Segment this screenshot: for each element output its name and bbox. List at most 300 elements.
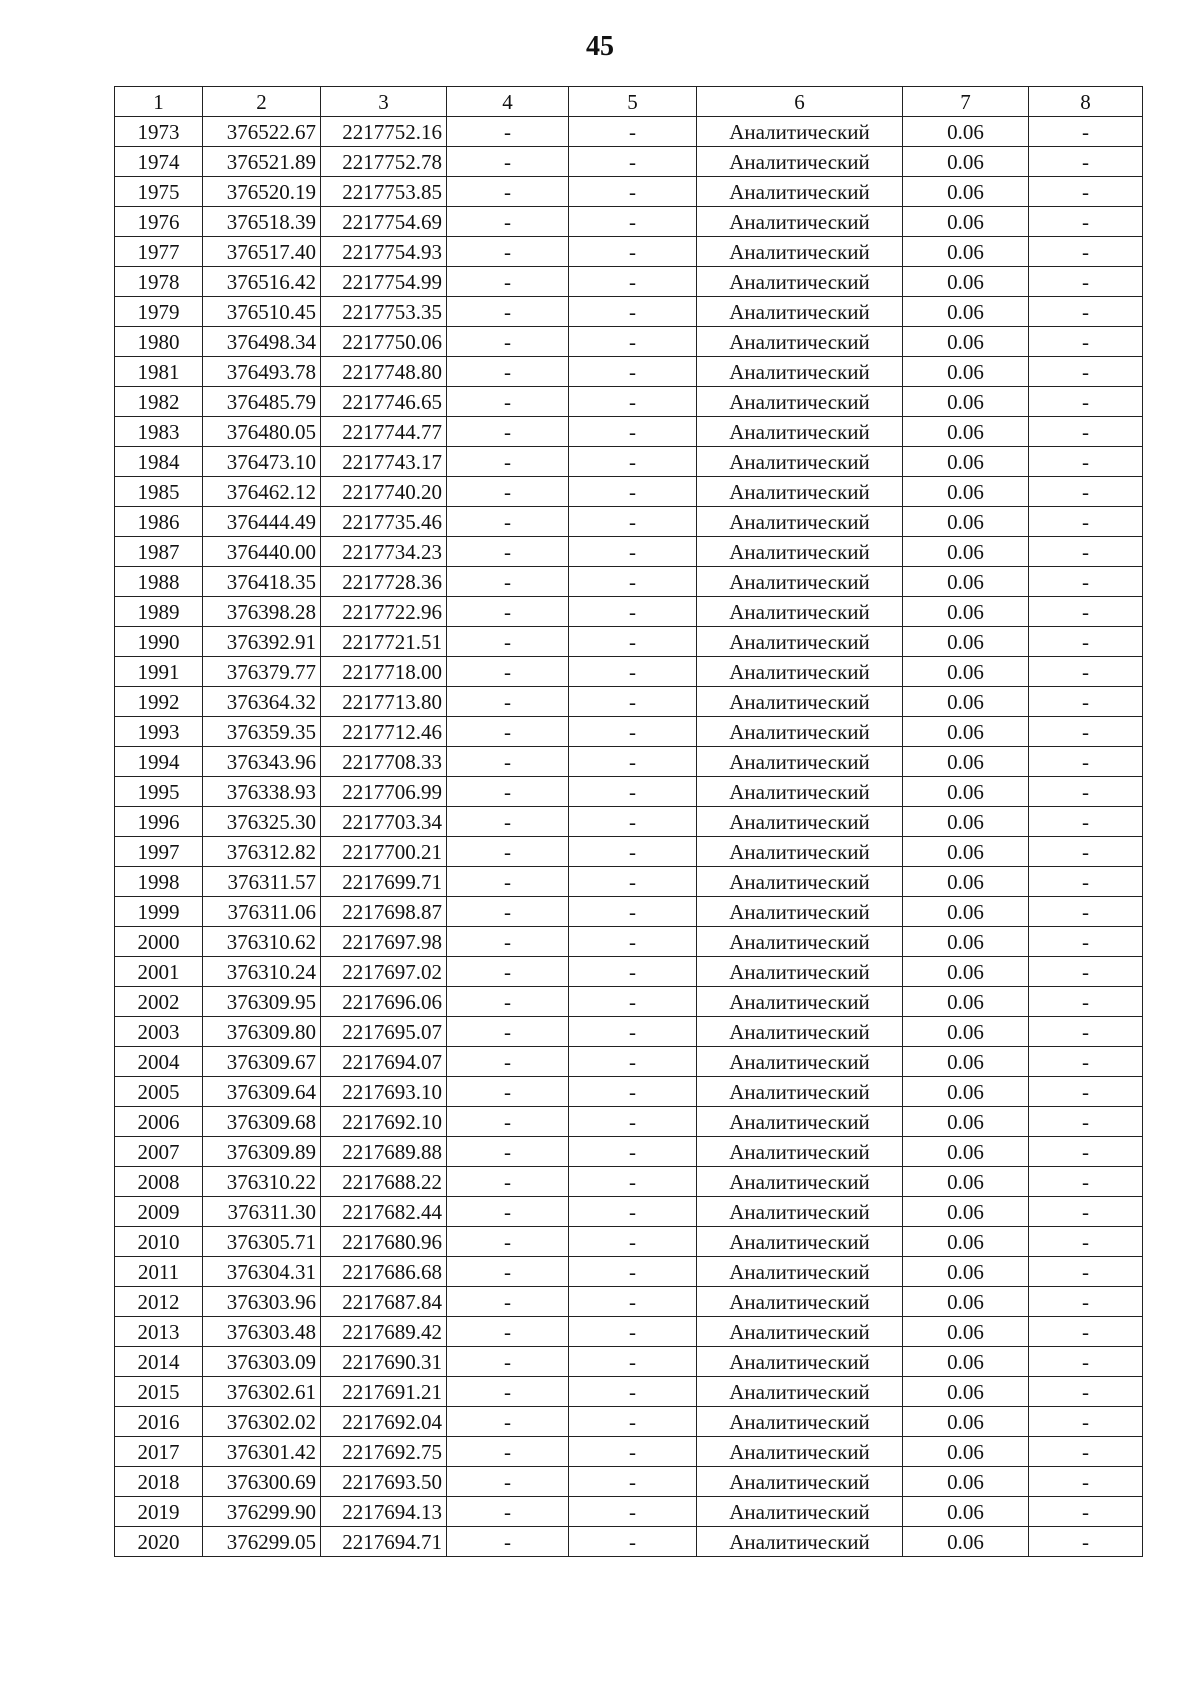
cell-col-8: - [1029,1107,1143,1137]
cell-method: Аналитический [697,357,903,387]
table-row [115,897,1143,927]
cell-col-5: - [569,1017,697,1047]
cell-y-coordinate: 2217706.99 [321,777,447,807]
cell-method: Аналитический [697,897,903,927]
cell-col-4: - [447,1227,569,1257]
table-row [115,1137,1143,1167]
table-row [115,597,1143,627]
cell-x-coordinate: 376379.77 [203,657,321,687]
cell-col-5: - [569,597,697,627]
cell-accuracy: 0.06 [903,567,1029,597]
cell-col-5: - [569,417,697,447]
cell-point-number: 1989 [115,597,203,627]
cell-method: Аналитический [697,1167,903,1197]
table-row [115,327,1143,357]
cell-col-8: - [1029,507,1143,537]
cell-col-5: - [569,1497,697,1527]
cell-col-8: - [1029,837,1143,867]
cell-x-coordinate: 376444.49 [203,507,321,537]
cell-method: Аналитический [697,117,903,147]
cell-y-coordinate: 2217692.10 [321,1107,447,1137]
cell-method: Аналитический [697,627,903,657]
cell-y-coordinate: 2217712.46 [321,717,447,747]
cell-col-8: - [1029,1137,1143,1167]
cell-accuracy: 0.06 [903,597,1029,627]
table-row [115,1227,1143,1257]
cell-col-4: - [447,1497,569,1527]
cell-col-5: - [569,657,697,687]
table-row [115,1197,1143,1227]
cell-col-4: - [447,1197,569,1227]
cell-col-8: - [1029,747,1143,777]
cell-accuracy: 0.06 [903,1167,1029,1197]
table-row [115,1527,1143,1557]
cell-method: Аналитический [697,267,903,297]
table-row [115,987,1143,1017]
cell-y-coordinate: 2217735.46 [321,507,447,537]
cell-col-4: - [447,1407,569,1437]
cell-y-coordinate: 2217682.44 [321,1197,447,1227]
cell-col-5: - [569,1257,697,1287]
cell-method: Аналитический [697,1317,903,1347]
cell-y-coordinate: 2217722.96 [321,597,447,627]
cell-accuracy: 0.06 [903,477,1029,507]
cell-accuracy: 0.06 [903,507,1029,537]
cell-col-4: - [447,807,569,837]
cell-method: Аналитический [697,387,903,417]
cell-col-5: - [569,1167,697,1197]
table-row [115,1287,1143,1317]
table-row [115,657,1143,687]
cell-col-8: - [1029,1287,1143,1317]
cell-y-coordinate: 2217693.10 [321,1077,447,1107]
cell-point-number: 1977 [115,237,203,267]
table-row [115,117,1143,147]
cell-col-4: - [447,1107,569,1137]
table-row [115,957,1143,987]
column-header-6: 6 [697,87,903,117]
cell-col-5: - [569,507,697,537]
cell-x-coordinate: 376310.24 [203,957,321,987]
cell-accuracy: 0.06 [903,957,1029,987]
cell-y-coordinate: 2217686.68 [321,1257,447,1287]
cell-col-4: - [447,1137,569,1167]
cell-col-8: - [1029,387,1143,417]
cell-y-coordinate: 2217754.69 [321,207,447,237]
table-row [115,537,1143,567]
cell-method: Аналитический [697,1497,903,1527]
cell-col-8: - [1029,807,1143,837]
cell-point-number: 1986 [115,507,203,537]
cell-method: Аналитический [697,417,903,447]
cell-col-5: - [569,537,697,567]
cell-method: Аналитический [697,1017,903,1047]
cell-point-number: 2017 [115,1437,203,1467]
cell-accuracy: 0.06 [903,237,1029,267]
cell-col-4: - [447,747,569,777]
cell-col-5: - [569,1527,697,1557]
cell-col-4: - [447,147,569,177]
cell-y-coordinate: 2217699.71 [321,867,447,897]
cell-x-coordinate: 376516.42 [203,267,321,297]
cell-point-number: 1982 [115,387,203,417]
cell-method: Аналитический [697,447,903,477]
cell-col-4: - [447,177,569,207]
cell-point-number: 1987 [115,537,203,567]
table-row [115,507,1143,537]
cell-col-4: - [447,1077,569,1107]
cell-col-5: - [569,567,697,597]
cell-x-coordinate: 376309.89 [203,1137,321,1167]
cell-col-5: - [569,297,697,327]
cell-point-number: 1975 [115,177,203,207]
cell-y-coordinate: 2217698.87 [321,897,447,927]
cell-col-5: - [569,117,697,147]
cell-x-coordinate: 376359.35 [203,717,321,747]
table-header-row [115,87,1143,117]
cell-y-coordinate: 2217689.42 [321,1317,447,1347]
cell-col-5: - [569,147,697,177]
cell-x-coordinate: 376510.45 [203,297,321,327]
cell-point-number: 2018 [115,1467,203,1497]
cell-col-5: - [569,267,697,297]
cell-col-8: - [1029,207,1143,237]
cell-accuracy: 0.06 [903,777,1029,807]
cell-accuracy: 0.06 [903,177,1029,207]
cell-y-coordinate: 2217689.88 [321,1137,447,1167]
cell-y-coordinate: 2217687.84 [321,1287,447,1317]
cell-point-number: 2012 [115,1287,203,1317]
cell-col-8: - [1029,357,1143,387]
cell-y-coordinate: 2217754.93 [321,237,447,267]
cell-col-5: - [569,1467,697,1497]
cell-method: Аналитический [697,1467,903,1497]
cell-col-4: - [447,1017,569,1047]
cell-accuracy: 0.06 [903,987,1029,1017]
cell-col-8: - [1029,1377,1143,1407]
cell-x-coordinate: 376311.06 [203,897,321,927]
cell-col-4: - [447,447,569,477]
table-row [115,1257,1143,1287]
cell-method: Аналитический [697,837,903,867]
column-header-8: 8 [1029,87,1143,117]
cell-x-coordinate: 376311.30 [203,1197,321,1227]
cell-y-coordinate: 2217703.34 [321,807,447,837]
cell-y-coordinate: 2217752.78 [321,147,447,177]
cell-y-coordinate: 2217700.21 [321,837,447,867]
cell-col-4: - [447,1047,569,1077]
cell-col-5: - [569,717,697,747]
table-row [115,1047,1143,1077]
table-row [115,417,1143,447]
cell-x-coordinate: 376473.10 [203,447,321,477]
cell-point-number: 2007 [115,1137,203,1167]
cell-accuracy: 0.06 [903,1287,1029,1317]
cell-method: Аналитический [697,597,903,627]
cell-col-8: - [1029,1047,1143,1077]
table-body [115,117,1143,1557]
cell-col-4: - [447,477,569,507]
table-row [115,147,1143,177]
cell-accuracy: 0.06 [903,207,1029,237]
cell-accuracy: 0.06 [903,1407,1029,1437]
table-row [115,1317,1143,1347]
cell-col-8: - [1029,1197,1143,1227]
cell-accuracy: 0.06 [903,1017,1029,1047]
cell-x-coordinate: 376299.90 [203,1497,321,1527]
cell-accuracy: 0.06 [903,1347,1029,1377]
cell-col-8: - [1029,417,1143,447]
cell-x-coordinate: 376480.05 [203,417,321,447]
cell-y-coordinate: 2217692.04 [321,1407,447,1437]
cell-y-coordinate: 2217697.98 [321,927,447,957]
cell-y-coordinate: 2217728.36 [321,567,447,597]
cell-y-coordinate: 2217693.50 [321,1467,447,1497]
cell-accuracy: 0.06 [903,357,1029,387]
cell-x-coordinate: 376518.39 [203,207,321,237]
cell-col-5: - [569,897,697,927]
cell-point-number: 2003 [115,1017,203,1047]
cell-point-number: 1990 [115,627,203,657]
table-row [115,177,1143,207]
cell-accuracy: 0.06 [903,1467,1029,1497]
cell-method: Аналитический [697,477,903,507]
cell-method: Аналитический [697,1287,903,1317]
cell-col-8: - [1029,1227,1143,1257]
cell-x-coordinate: 376304.31 [203,1257,321,1287]
table-row [115,447,1143,477]
cell-x-coordinate: 376462.12 [203,477,321,507]
cell-col-8: - [1029,267,1143,297]
cell-x-coordinate: 376303.48 [203,1317,321,1347]
cell-y-coordinate: 2217753.85 [321,177,447,207]
cell-x-coordinate: 376305.71 [203,1227,321,1257]
cell-x-coordinate: 376309.67 [203,1047,321,1077]
cell-y-coordinate: 2217721.51 [321,627,447,657]
cell-col-5: - [569,1077,697,1107]
cell-method: Аналитический [697,657,903,687]
table-row [115,1167,1143,1197]
cell-method: Аналитический [697,1197,903,1227]
cell-col-5: - [569,1137,697,1167]
cell-method: Аналитический [697,1437,903,1467]
cell-col-8: - [1029,567,1143,597]
cell-x-coordinate: 376302.61 [203,1377,321,1407]
cell-point-number: 1992 [115,687,203,717]
cell-method: Аналитический [697,567,903,597]
cell-x-coordinate: 376303.96 [203,1287,321,1317]
cell-col-5: - [569,927,697,957]
cell-col-8: - [1029,657,1143,687]
cell-x-coordinate: 376310.62 [203,927,321,957]
cell-y-coordinate: 2217713.80 [321,687,447,717]
cell-col-8: - [1029,1467,1143,1497]
cell-method: Аналитический [697,1257,903,1287]
cell-accuracy: 0.06 [903,297,1029,327]
cell-col-5: - [569,357,697,387]
cell-col-8: - [1029,117,1143,147]
table-row [115,357,1143,387]
table-row [115,207,1143,237]
cell-col-5: - [569,387,697,417]
cell-col-8: - [1029,867,1143,897]
cell-col-4: - [447,597,569,627]
cell-col-8: - [1029,1317,1143,1347]
cell-x-coordinate: 376301.42 [203,1437,321,1467]
cell-y-coordinate: 2217746.65 [321,387,447,417]
cell-col-8: - [1029,1077,1143,1107]
cell-method: Аналитический [697,717,903,747]
cell-point-number: 2014 [115,1347,203,1377]
cell-y-coordinate: 2217708.33 [321,747,447,777]
cell-col-8: - [1029,1017,1143,1047]
table-row [115,1107,1143,1137]
cell-col-8: - [1029,777,1143,807]
cell-col-5: - [569,1347,697,1377]
cell-x-coordinate: 376343.96 [203,747,321,777]
cell-point-number: 2008 [115,1167,203,1197]
cell-method: Аналитический [697,987,903,1017]
cell-accuracy: 0.06 [903,867,1029,897]
cell-x-coordinate: 376485.79 [203,387,321,417]
cell-point-number: 1980 [115,327,203,357]
cell-y-coordinate: 2217697.02 [321,957,447,987]
cell-col-8: - [1029,957,1143,987]
cell-col-8: - [1029,327,1143,357]
cell-y-coordinate: 2217695.07 [321,1017,447,1047]
cell-x-coordinate: 376303.09 [203,1347,321,1377]
cell-col-8: - [1029,1527,1143,1557]
cell-accuracy: 0.06 [903,387,1029,417]
cell-col-4: - [447,717,569,747]
cell-method: Аналитический [697,807,903,837]
table-row [115,747,1143,777]
cell-col-8: - [1029,987,1143,1017]
table-row [115,1077,1143,1107]
cell-accuracy: 0.06 [903,927,1029,957]
cell-col-4: - [447,1527,569,1557]
cell-method: Аналитический [697,327,903,357]
cell-x-coordinate: 376338.93 [203,777,321,807]
cell-x-coordinate: 376310.22 [203,1167,321,1197]
table-row [115,237,1143,267]
table-row [115,1347,1143,1377]
cell-accuracy: 0.06 [903,1197,1029,1227]
cell-col-5: - [569,747,697,777]
cell-col-8: - [1029,1347,1143,1377]
cell-point-number: 1983 [115,417,203,447]
cell-x-coordinate: 376520.19 [203,177,321,207]
table-row [115,1497,1143,1527]
cell-accuracy: 0.06 [903,537,1029,567]
cell-col-4: - [447,1377,569,1407]
cell-method: Аналитический [697,237,903,267]
cell-col-4: - [447,1257,569,1287]
cell-point-number: 1974 [115,147,203,177]
cell-y-coordinate: 2217744.77 [321,417,447,447]
cell-method: Аналитический [697,1107,903,1137]
cell-point-number: 1984 [115,447,203,477]
table-row [115,687,1143,717]
cell-method: Аналитический [697,957,903,987]
cell-col-8: - [1029,477,1143,507]
cell-point-number: 1999 [115,897,203,927]
cell-col-5: - [569,627,697,657]
cell-x-coordinate: 376392.91 [203,627,321,657]
cell-point-number: 2004 [115,1047,203,1077]
cell-accuracy: 0.06 [903,807,1029,837]
cell-accuracy: 0.06 [903,837,1029,867]
cell-point-number: 2001 [115,957,203,987]
cell-col-5: - [569,477,697,507]
cell-col-4: - [447,1287,569,1317]
cell-col-5: - [569,1227,697,1257]
cell-y-coordinate: 2217734.23 [321,537,447,567]
cell-y-coordinate: 2217750.06 [321,327,447,357]
table-row [115,1407,1143,1437]
cell-accuracy: 0.06 [903,447,1029,477]
cell-y-coordinate: 2217694.07 [321,1047,447,1077]
cell-point-number: 2019 [115,1497,203,1527]
column-header-1: 1 [115,87,203,117]
cell-accuracy: 0.06 [903,717,1029,747]
cell-col-5: - [569,687,697,717]
cell-col-5: - [569,867,697,897]
cell-point-number: 2013 [115,1317,203,1347]
cell-method: Аналитический [697,147,903,177]
cell-x-coordinate: 376521.89 [203,147,321,177]
cell-method: Аналитический [697,1047,903,1077]
cell-col-5: - [569,177,697,207]
cell-col-4: - [447,207,569,237]
cell-x-coordinate: 376302.02 [203,1407,321,1437]
cell-accuracy: 0.06 [903,747,1029,777]
cell-point-number: 1976 [115,207,203,237]
cell-accuracy: 0.06 [903,117,1029,147]
cell-accuracy: 0.06 [903,1227,1029,1257]
cell-col-5: - [569,1437,697,1467]
cell-point-number: 1978 [115,267,203,297]
cell-accuracy: 0.06 [903,147,1029,177]
cell-col-4: - [447,267,569,297]
cell-col-4: - [447,537,569,567]
column-header-2: 2 [203,87,321,117]
cell-col-4: - [447,957,569,987]
cell-x-coordinate: 376493.78 [203,357,321,387]
cell-y-coordinate: 2217694.13 [321,1497,447,1527]
cell-col-4: - [447,297,569,327]
cell-y-coordinate: 2217688.22 [321,1167,447,1197]
cell-col-4: - [447,837,569,867]
cell-method: Аналитический [697,1407,903,1437]
cell-method: Аналитический [697,1137,903,1167]
cell-col-5: - [569,987,697,1017]
cell-point-number: 2009 [115,1197,203,1227]
cell-y-coordinate: 2217680.96 [321,1227,447,1257]
cell-point-number: 2010 [115,1227,203,1257]
cell-y-coordinate: 2217753.35 [321,297,447,327]
cell-point-number: 1973 [115,117,203,147]
cell-method: Аналитический [697,1377,903,1407]
cell-accuracy: 0.06 [903,1437,1029,1467]
column-header-5: 5 [569,87,697,117]
cell-accuracy: 0.06 [903,1077,1029,1107]
cell-col-5: - [569,1047,697,1077]
cell-col-8: - [1029,537,1143,567]
cell-point-number: 2005 [115,1077,203,1107]
cell-accuracy: 0.06 [903,1107,1029,1137]
cell-col-4: - [447,867,569,897]
